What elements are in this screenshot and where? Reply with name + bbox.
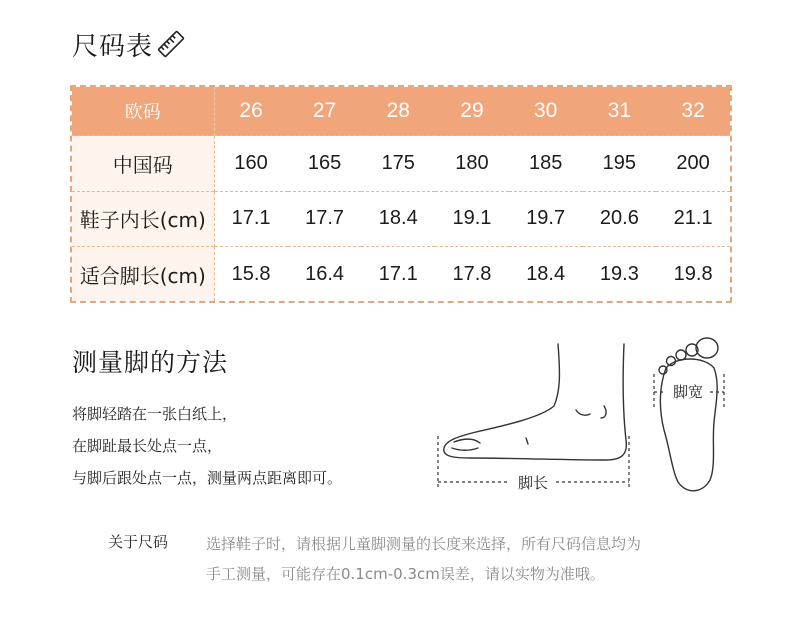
- size-table: [70, 85, 732, 303]
- header-cell: 30: [509, 87, 583, 136]
- table-header-row: [72, 87, 730, 136]
- table-cell: 17.1: [361, 247, 435, 301]
- table-cell: 17.7: [288, 191, 362, 246]
- row-label: 鞋子内长(cm): [72, 191, 214, 246]
- ruler-icon: [157, 30, 185, 58]
- table-cell: 21.1: [656, 191, 730, 246]
- header-cell: 31: [583, 87, 657, 136]
- table-cell: 19.3: [583, 247, 657, 301]
- about-line: 选择鞋子时，请根据儿童脚测量的长度来选择，所有尺码信息均为: [206, 535, 642, 553]
- table-cell: 18.4: [509, 247, 583, 301]
- table-cell: 160: [214, 136, 288, 191]
- method-title: 测量脚的方法: [72, 348, 229, 377]
- foot-width-label: 脚宽: [672, 383, 704, 401]
- table-row: [72, 136, 730, 191]
- table-cell: 20.6: [583, 191, 657, 246]
- table-row: [72, 191, 730, 246]
- table-cell: 17.8: [435, 247, 509, 301]
- table-row: [72, 247, 730, 301]
- table-cell: 195: [583, 136, 657, 191]
- header-cell: 29: [435, 87, 509, 136]
- header-cell: 26: [214, 87, 288, 136]
- header-cell: 27: [288, 87, 362, 136]
- about-size-text: [206, 529, 726, 589]
- instruction-line: 将脚轻踏在一张白纸上，: [72, 405, 238, 423]
- table-cell: 200: [656, 136, 730, 191]
- table-cell: 16.4: [288, 247, 362, 301]
- header-cell: 28: [361, 87, 435, 136]
- table-cell: 185: [509, 136, 583, 191]
- table-cell: 19.7: [509, 191, 583, 246]
- table-cell: 165: [288, 136, 362, 191]
- instruction-line: 与脚后跟处点一点，测量两点距离即可。: [72, 469, 343, 487]
- instruction-line: 在脚趾最长处点一点，: [72, 437, 223, 455]
- foot-measure-diagram: [430, 330, 730, 500]
- title-row: [72, 26, 185, 62]
- page-title: 尺码表: [72, 31, 154, 62]
- foot-length-label: 脚长: [517, 474, 549, 492]
- header-label: 欧码: [72, 87, 214, 136]
- header-cell: 32: [656, 87, 730, 136]
- row-label: 中国码: [72, 136, 214, 191]
- method-instructions: [72, 398, 342, 494]
- about-line: 手工测量，可能存在0.1cm-0.3cm误差，请以实物为准哦。: [206, 565, 605, 583]
- about-size-label: 关于尺码: [108, 533, 169, 551]
- table-cell: 175: [361, 136, 435, 191]
- table-cell: 17.1: [214, 191, 288, 246]
- table-cell: 19.1: [435, 191, 509, 246]
- table-cell: 19.8: [656, 247, 730, 301]
- table-cell: 180: [435, 136, 509, 191]
- table-cell: 18.4: [361, 191, 435, 246]
- row-label: 适合脚长(cm): [72, 247, 214, 301]
- table-cell: 15.8: [214, 247, 288, 301]
